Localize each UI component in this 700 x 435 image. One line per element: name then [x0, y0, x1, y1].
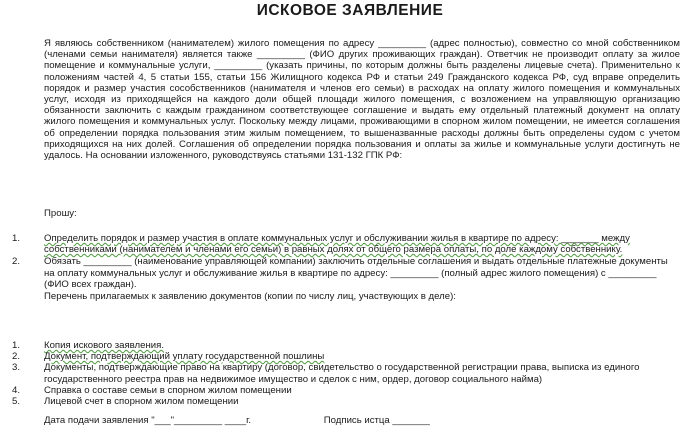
list-item-text: Обязать _________ (наименование управляющей компании) заключить отдельные соглашения и выдать отдельные платежные документы на оплату коммунальных услуг и обслуживание жилья в квартире по адресу: _________ (полный адрес жилого помещения) с _________ (ФИО всех граждан).	[44, 256, 668, 290]
list-item-text: Справка о составе семьи в спорном жилом помещении	[44, 384, 292, 396]
signature-label: Подпись истца _______	[323, 415, 430, 426]
list-number: 2.	[12, 351, 21, 363]
attachment-list	[12, 340, 680, 407]
request-label: Прошу:	[44, 208, 77, 219]
date-label: Дата подачи заявления "___"_________ ____г.	[44, 415, 252, 426]
list-item-text: Определить порядок и размер участия в оплате коммунальных услуг и обслуживании жилья в квартире по адресу: _______ между собственниками (нанимателем и членами его семьи) в равных долях от общего размера оплаты, по доле каждому собственнику.	[44, 233, 630, 256]
claim-body: Я являюсь собственником (нанимателем) жилого помещения по адресу _________ (адрес полностью), совместно со мной собственником (членами семьи нанимателя) является также _________ (ФИО других проживающих граждан). Ответчик не производит оплату за жилое помещение и коммунальные услуги, _________ (указать причины, по которым должны быть разделены лицевые счета). Применительно к положениям частей 4, 5 статьи 155, статьи 156 Жилищного кодекса РФ и статьи 249 Гражданского кодекса РФ, суд вправе определить порядок и размер участия сособственников (нанимателя и членов его семьи) в расходах на оплату жилого помещения и коммунальных услуг, исходя из приходящейся на каждого доли общей площади жилого помещения, с возложением на управляющую организацию обязанности заключить с каждым гражданином соответствующее соглашение и выдать ему отдельный платежный документ на оплату жилого помещения и коммунальных услуг. Поскольку между лицами, проживающими в спорном жилом помещении, не имеется соглашения об определении порядка пользования этим жилым помещением, то вышеназванные расходы должны быть определены судом с учетом приходящихся на них долей. Соглашения об определении порядка пользования и оплаты за жилье и коммунальные услуги достигнуть не удалось. На основании изложенного, руководствуясь статьями 131-132 ГПК РФ:	[44, 38, 680, 162]
list-item-text: Лицевой счет в спорном жилом помещении	[44, 396, 239, 408]
footer-line	[44, 415, 544, 426]
list-item-text: Копия искового заявления.	[44, 340, 165, 351]
list-item	[12, 340, 680, 351]
list-item-text: Документ, подтверждающий уплату государственной пошлины	[44, 351, 325, 363]
attachments-intro-text: Перечень прилагаемых к заявлению документов (копии по числу лиц, участвующих в деле):	[44, 291, 456, 303]
list-number: 2.	[12, 256, 21, 268]
list-item-text: Документы, подтверждающие право на квартиру (договор, свидетельство о государственной регистрации права, выписка из единого государственного реестра прав на недвижимое имущество и сделок с ним, ордер, договор социального найма)	[44, 362, 640, 385]
list-item	[12, 385, 680, 396]
list-item	[12, 396, 680, 407]
list-number: 5.	[12, 396, 21, 408]
document-title: ИСКОВОЕ ЗАЯВЛЕНИЕ	[256, 2, 444, 19]
attachments-intro	[12, 291, 680, 302]
list-number: 3.	[12, 362, 21, 374]
list-number: 1.	[12, 340, 21, 351]
list-number: 4.	[12, 384, 21, 396]
list-item	[12, 351, 680, 362]
list-item	[12, 256, 680, 290]
list-item	[12, 233, 680, 255]
request-list	[12, 233, 680, 303]
list-item	[12, 362, 680, 384]
list-number: 1.	[12, 233, 21, 244]
